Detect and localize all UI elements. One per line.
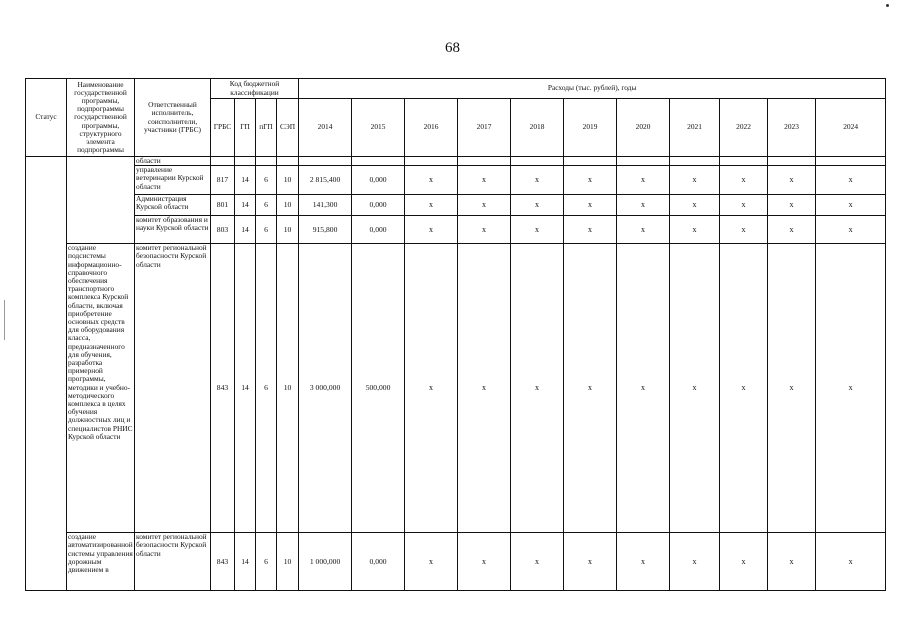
header-year: 2015 — [352, 99, 405, 157]
code-cell: 14 — [235, 166, 256, 195]
value-cell: х — [458, 195, 511, 216]
header-sep: СЭП — [277, 99, 299, 157]
header-year: 2018 — [511, 99, 564, 157]
value-cell: х — [405, 195, 458, 216]
value-cell: х — [617, 166, 670, 195]
value-cell: х — [511, 244, 564, 533]
value-cell: 0,000 — [352, 166, 405, 195]
header-year: 2021 — [670, 99, 720, 157]
value-cell: х — [720, 195, 768, 216]
value-cell: х — [564, 216, 617, 244]
value-cell: х — [617, 244, 670, 533]
value-cell: х — [564, 533, 617, 591]
value-cell: х — [405, 533, 458, 591]
name-cell — [67, 157, 135, 244]
value-cell: х — [720, 216, 768, 244]
header-year: 2016 — [405, 99, 458, 157]
code-cell: 10 — [277, 533, 299, 591]
value-cell: х — [816, 216, 886, 244]
value-cell: х — [564, 166, 617, 195]
value-cell: х — [768, 195, 816, 216]
value-cell: х — [617, 195, 670, 216]
value-cell: х — [670, 216, 720, 244]
value-cell: х — [768, 166, 816, 195]
budget-table — [25, 78, 886, 591]
code-cell: 10 — [277, 195, 299, 216]
value-cell: х — [670, 166, 720, 195]
value-cell: 0,000 — [352, 195, 405, 216]
value-cell: 915,800 — [299, 216, 352, 244]
executor-cell: области — [135, 157, 211, 166]
scan-edge-mark — [4, 300, 5, 340]
value-cell: х — [816, 166, 886, 195]
value-cell: х — [511, 216, 564, 244]
value-cell: х — [405, 216, 458, 244]
code-cell: 801 — [211, 195, 235, 216]
value-cell: 0,000 — [352, 533, 405, 591]
value-cell: х — [670, 195, 720, 216]
table-row — [26, 533, 886, 591]
header-year: 2020 — [617, 99, 670, 157]
value-cell: х — [816, 244, 886, 533]
executor-cell: комитет региональной безопасности Курской области — [135, 244, 211, 533]
header-year: 2024 — [816, 99, 886, 157]
value-cell: х — [405, 244, 458, 533]
executor-cell: Администрация Курской области — [135, 195, 211, 216]
header-gp: ГП — [235, 99, 256, 157]
code-cell: 6 — [256, 216, 277, 244]
code-cell: 6 — [256, 533, 277, 591]
name-cell: создание автоматизированной системы управления дорожным движением в — [67, 533, 135, 591]
header-year: 2017 — [458, 99, 511, 157]
header-year: 2023 — [768, 99, 816, 157]
header-year: 2022 — [720, 99, 768, 157]
corner-dot — [886, 4, 889, 7]
code-cell: 10 — [277, 166, 299, 195]
header-budget-classification: Код бюджетной классификации — [211, 79, 299, 99]
value-cell: х — [617, 216, 670, 244]
value-cell: х — [511, 166, 564, 195]
header-name: Наименование государственной программы, подпрограммы государственной программы, структурного элемента подпрограммы — [67, 79, 135, 157]
value-cell: х — [768, 533, 816, 591]
value-cell: х — [768, 216, 816, 244]
name-cell: создание подсистемы информационно-справочного обеспечения транспортного комплекса Курской области, включая приобретение основных средств для оборудования класса, предназначенного для обучения, разработка примерной программы, методики и учебно-методического комплекса в целях обучения должностных лиц и специалистов РНИС Курской области — [67, 244, 135, 533]
value-cell: х — [670, 533, 720, 591]
table-row — [26, 244, 886, 533]
header-executor: Ответственный исполнитель, соисполнители, участники (ГРБС) — [135, 79, 211, 157]
header-status: Статус — [26, 79, 67, 157]
value-cell: х — [564, 244, 617, 533]
header-year: 2014 — [299, 99, 352, 157]
code-cell: 14 — [235, 195, 256, 216]
value-cell: х — [511, 533, 564, 591]
value-cell: х — [720, 244, 768, 533]
executor-cell: комитет региональной безопасности Курской области — [135, 533, 211, 591]
code-cell: 6 — [256, 166, 277, 195]
value-cell: х — [511, 195, 564, 216]
value-cell: х — [720, 533, 768, 591]
code-cell: 14 — [235, 216, 256, 244]
value-cell: х — [670, 244, 720, 533]
value-cell: х — [458, 244, 511, 533]
code-cell: 10 — [277, 216, 299, 244]
header-grbs: ГРБС — [211, 99, 235, 157]
value-cell: 3 000,000 — [299, 244, 352, 533]
code-cell: 843 — [211, 533, 235, 591]
value-cell: х — [458, 533, 511, 591]
value-cell: х — [405, 166, 458, 195]
value-cell: х — [720, 166, 768, 195]
code-cell: 843 — [211, 244, 235, 533]
header-expenses: Расходы (тыс. рублей), годы — [299, 79, 886, 99]
value-cell: х — [816, 195, 886, 216]
code-cell: 817 — [211, 166, 235, 195]
executor-cell: комитет образования и науки Курской области — [135, 216, 211, 244]
table-row — [26, 166, 886, 195]
code-cell: 803 — [211, 216, 235, 244]
value-cell: 2 815,400 — [299, 166, 352, 195]
code-cell: 14 — [235, 244, 256, 533]
executor-cell: управление ветеринарии Курской области — [135, 166, 211, 195]
value-cell: х — [617, 533, 670, 591]
value-cell: х — [768, 244, 816, 533]
table-row — [26, 216, 886, 244]
table-row — [26, 157, 886, 166]
value-cell: 141,300 — [299, 195, 352, 216]
status-cell — [26, 157, 67, 591]
value-cell: х — [564, 195, 617, 216]
value-cell: х — [458, 166, 511, 195]
code-cell: 14 — [235, 533, 256, 591]
table-row — [26, 195, 886, 216]
code-cell: 6 — [256, 244, 277, 533]
header-year: 2019 — [564, 99, 617, 157]
value-cell: 0,000 — [352, 216, 405, 244]
value-cell: х — [458, 216, 511, 244]
code-cell: 10 — [277, 244, 299, 533]
value-cell: 1 000,000 — [299, 533, 352, 591]
value-cell: х — [816, 533, 886, 591]
page-number: 68 — [445, 40, 460, 56]
code-cell: 6 — [256, 195, 277, 216]
header-pgp: пГП — [256, 99, 277, 157]
value-cell: 500,000 — [352, 244, 405, 533]
